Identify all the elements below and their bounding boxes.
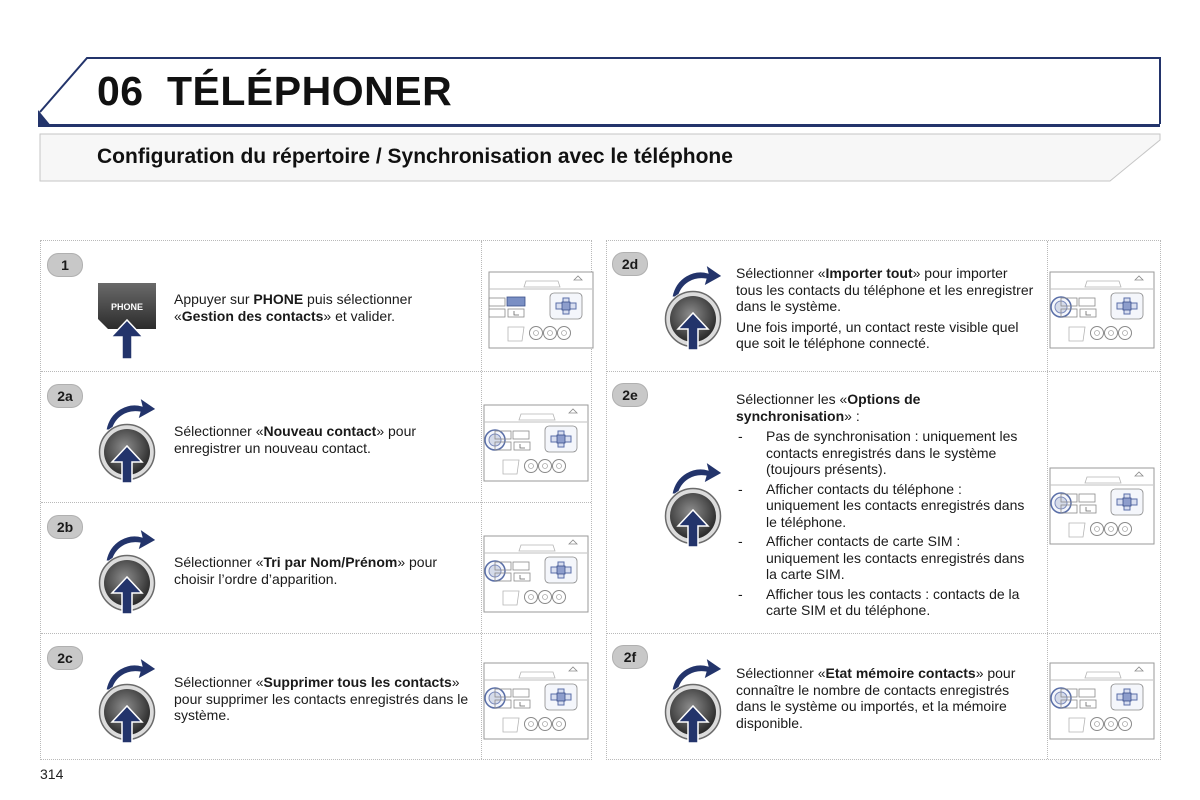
- step-badge-label: 2c: [57, 650, 73, 666]
- step-row-2c: [41, 634, 591, 761]
- text-run: » :: [844, 407, 860, 424]
- phone-button-icon: [94, 279, 160, 363]
- step-badge: [612, 645, 648, 669]
- radio-panel-illustration: [483, 662, 589, 745]
- step-badge-label: 2a: [57, 388, 73, 404]
- step-row-2f: [607, 634, 1160, 761]
- step-text: [174, 291, 474, 324]
- text-run: Sélectionner «: [174, 423, 264, 439]
- step-text: [174, 674, 474, 724]
- menu-option-name: Gestion des contacts: [181, 307, 324, 324]
- step-text: [736, 665, 1036, 731]
- radio-panel-illustration: [1049, 662, 1155, 745]
- step-badge-label: 2d: [621, 256, 639, 272]
- rotary-knob-icon: [660, 652, 726, 749]
- text-run: » pour importer tous les contacts du téléphone et les enregistrer dans le système.: [736, 265, 1034, 314]
- step-text: [174, 423, 474, 456]
- rotary-knob-icon: [94, 523, 160, 620]
- phone-button-label: PHONE: [110, 302, 144, 312]
- sync-options-list: [736, 428, 1036, 619]
- step-badge-label: 2b: [56, 519, 74, 535]
- text-run: Appuyer sur: [174, 291, 254, 307]
- step-badge: [47, 384, 83, 408]
- list-item: - Afficher contacts de carte SIM : uniquement les contacts enregistrés dans la carte SIM.: [736, 533, 1036, 583]
- text-run: Sélectionner «: [174, 674, 264, 690]
- text-run: » et valider.: [323, 307, 395, 324]
- step-row-2e: [607, 372, 1160, 634]
- step-badge: [47, 515, 83, 539]
- step-text: [736, 391, 1036, 622]
- chapter-number: 06: [97, 68, 144, 114]
- text-run: » pour choisir l’ordre d’apparition.: [174, 554, 438, 587]
- menu-option-name: Importer tout: [825, 265, 913, 281]
- step-row-2b: [41, 503, 591, 634]
- chapter-title: TÉLÉPHONER: [167, 68, 453, 114]
- step-row-2d: [607, 241, 1160, 372]
- page-number: 314: [40, 766, 64, 782]
- rotary-knob-icon: [660, 259, 726, 356]
- rotary-knob-icon: [94, 392, 160, 489]
- radio-panel-illustration: [1049, 467, 1155, 550]
- text-run: » pour supprimer les contacts enregistrés dans le système.: [174, 674, 469, 723]
- section-title: Configuration du répertoire / Synchronisation avec le téléphone: [97, 145, 733, 168]
- radio-panel-illustration: [483, 404, 589, 487]
- step-badge-label: 2e: [622, 387, 638, 403]
- menu-option-name: Etat mémoire contacts: [825, 665, 976, 681]
- text-run: Sélectionner les «: [736, 391, 848, 407]
- text-run: » pour enregistrer un nouveau contact.: [174, 423, 417, 456]
- list-item: - Afficher tous les contacts : contacts de la carte SIM et du téléphone.: [736, 586, 1036, 619]
- step-badge-label: 2f: [623, 649, 637, 665]
- text-run: puis sélectionner «: [174, 291, 413, 324]
- step-description: [174, 423, 474, 456]
- list-item: - Afficher contacts du téléphone : uniquement les contacts enregistrés dans le téléphone.: [736, 481, 1036, 531]
- step-badge: [612, 252, 648, 276]
- step-text: [174, 554, 474, 587]
- text-run: Sélectionner «: [736, 265, 826, 281]
- left-steps-panel: [40, 240, 592, 760]
- menu-option-name: Supprimer tous les contacts: [263, 674, 452, 690]
- menu-option-name: Nouveau contact: [263, 423, 377, 439]
- step-description: [736, 391, 1036, 424]
- step-description: [736, 265, 1036, 315]
- step-description: [174, 554, 474, 587]
- radio-panel-illustration: [483, 535, 589, 618]
- step-badge: [47, 646, 83, 670]
- menu-option-name: PHONE: [253, 291, 304, 307]
- step-badge: [612, 383, 648, 407]
- step-badge-label: 1: [61, 257, 69, 273]
- text-run: Sélectionner «: [174, 554, 264, 570]
- rotary-knob-icon: [660, 456, 726, 553]
- list-item: - Pas de synchronisation : uniquement les contacts enregistrés dans le système (toujours présents).: [736, 428, 1036, 478]
- step-description: [174, 674, 474, 724]
- step-text: [736, 265, 1036, 352]
- step-row-2a: [41, 372, 591, 503]
- menu-option-name: Options de synchronisation: [736, 391, 921, 424]
- step-row-1: [41, 241, 591, 372]
- rotary-knob-icon: [94, 652, 160, 749]
- step-badge: [47, 253, 83, 277]
- step-description: [736, 665, 1036, 731]
- text-run: Sélectionner «: [736, 665, 826, 681]
- radio-panel-illustration: [1049, 271, 1155, 354]
- menu-option-name: Tri par Nom/Prénom: [263, 554, 398, 570]
- text-run: » pour connaître le nombre de contacts enregistrés dans le système ou importés, et la mémoire disponible.: [736, 665, 1016, 731]
- step-note: Une fois importé, un contact reste visible quel que soit le téléphone connecté.: [736, 318, 1019, 351]
- right-steps-panel: [606, 240, 1161, 760]
- step-description: [174, 291, 474, 324]
- radio-panel-illustration: [488, 271, 594, 354]
